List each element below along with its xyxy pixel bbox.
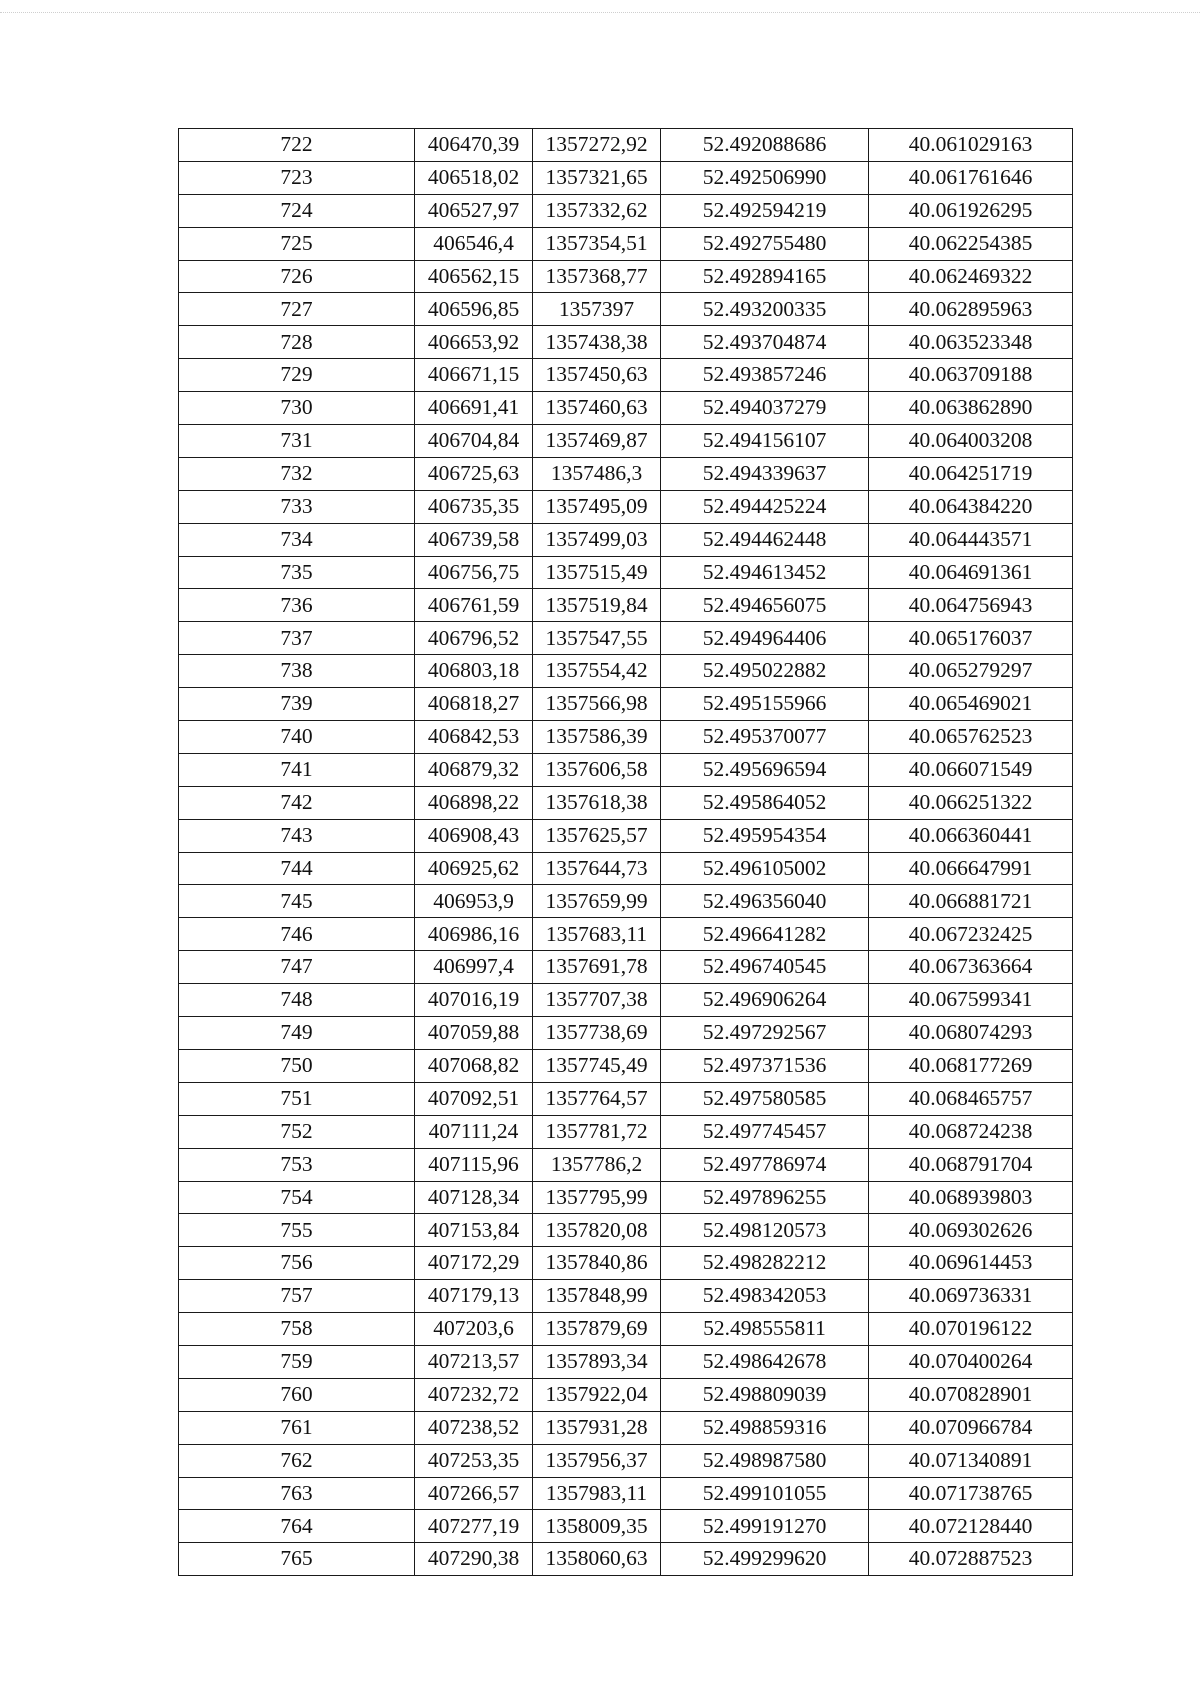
y-coordinate-cell: 1357547,55 (533, 622, 661, 655)
longitude-cell: 40.068465757 (869, 1082, 1073, 1115)
longitude-cell: 40.069614453 (869, 1247, 1073, 1280)
y-coordinate-cell: 1357879,69 (533, 1313, 661, 1346)
point-number-cell: 763 (179, 1477, 415, 1510)
longitude-cell: 40.068724238 (869, 1115, 1073, 1148)
longitude-cell: 40.070196122 (869, 1313, 1073, 1346)
table-row (179, 1345, 1073, 1378)
x-coordinate-cell: 407016,19 (415, 984, 533, 1017)
x-coordinate-cell: 406925,62 (415, 852, 533, 885)
table-row (179, 688, 1073, 721)
longitude-cell: 40.068791704 (869, 1148, 1073, 1181)
longitude-cell: 40.063523348 (869, 326, 1073, 359)
x-coordinate-cell: 407128,34 (415, 1181, 533, 1214)
y-coordinate-cell: 1357332,62 (533, 194, 661, 227)
point-number-cell: 745 (179, 885, 415, 918)
longitude-cell: 40.069736331 (869, 1280, 1073, 1313)
point-number-cell: 760 (179, 1378, 415, 1411)
table-row (179, 786, 1073, 819)
y-coordinate-cell: 1357848,99 (533, 1280, 661, 1313)
longitude-cell: 40.070966784 (869, 1411, 1073, 1444)
y-coordinate-cell: 1357495,09 (533, 490, 661, 523)
latitude-cell: 52.497896255 (661, 1181, 869, 1214)
table-row (179, 951, 1073, 984)
y-coordinate-cell: 1357738,69 (533, 1017, 661, 1050)
latitude-cell: 52.498642678 (661, 1345, 869, 1378)
point-number-cell: 734 (179, 523, 415, 556)
y-coordinate-cell: 1357460,63 (533, 392, 661, 425)
longitude-cell: 40.070828901 (869, 1378, 1073, 1411)
y-coordinate-cell: 1357956,37 (533, 1444, 661, 1477)
point-number-cell: 755 (179, 1214, 415, 1247)
point-number-cell: 735 (179, 556, 415, 589)
y-coordinate-cell: 1357820,08 (533, 1214, 661, 1247)
x-coordinate-cell: 406803,18 (415, 655, 533, 688)
latitude-cell: 52.497580585 (661, 1082, 869, 1115)
latitude-cell: 52.493200335 (661, 293, 869, 326)
table-row (179, 359, 1073, 392)
y-coordinate-cell: 1357586,39 (533, 721, 661, 754)
table-row (179, 227, 1073, 260)
point-number-cell: 739 (179, 688, 415, 721)
x-coordinate-cell: 406653,92 (415, 326, 533, 359)
point-number-cell: 733 (179, 490, 415, 523)
point-number-cell: 736 (179, 589, 415, 622)
point-number-cell: 750 (179, 1049, 415, 1082)
latitude-cell: 52.492088686 (661, 129, 869, 162)
point-number-cell: 758 (179, 1313, 415, 1346)
point-number-cell: 756 (179, 1247, 415, 1280)
x-coordinate-cell: 406908,43 (415, 819, 533, 852)
point-number-cell: 752 (179, 1115, 415, 1148)
latitude-cell: 52.494425224 (661, 490, 869, 523)
latitude-cell: 52.495864052 (661, 786, 869, 819)
table-row (179, 457, 1073, 490)
point-number-cell: 738 (179, 655, 415, 688)
latitude-cell: 52.494656075 (661, 589, 869, 622)
y-coordinate-cell: 1357659,99 (533, 885, 661, 918)
longitude-cell: 40.068177269 (869, 1049, 1073, 1082)
latitude-cell: 52.495696594 (661, 753, 869, 786)
latitude-cell: 52.498809039 (661, 1378, 869, 1411)
y-coordinate-cell: 1357786,2 (533, 1148, 661, 1181)
y-coordinate-cell: 1357354,51 (533, 227, 661, 260)
x-coordinate-cell: 407068,82 (415, 1049, 533, 1082)
longitude-cell: 40.065762523 (869, 721, 1073, 754)
latitude-cell: 52.497371536 (661, 1049, 869, 1082)
longitude-cell: 40.066071549 (869, 753, 1073, 786)
longitude-cell: 40.070400264 (869, 1345, 1073, 1378)
x-coordinate-cell: 407111,24 (415, 1115, 533, 1148)
table-row (179, 1477, 1073, 1510)
x-coordinate-cell: 406725,63 (415, 457, 533, 490)
longitude-cell: 40.068939803 (869, 1181, 1073, 1214)
longitude-cell: 40.061926295 (869, 194, 1073, 227)
latitude-cell: 52.494339637 (661, 457, 869, 490)
x-coordinate-cell: 406986,16 (415, 918, 533, 951)
y-coordinate-cell: 1357499,03 (533, 523, 661, 556)
latitude-cell: 52.493857246 (661, 359, 869, 392)
longitude-cell: 40.064384220 (869, 490, 1073, 523)
y-coordinate-cell: 1357683,11 (533, 918, 661, 951)
table-row (179, 655, 1073, 688)
point-number-cell: 757 (179, 1280, 415, 1313)
point-number-cell: 729 (179, 359, 415, 392)
x-coordinate-cell: 406546,4 (415, 227, 533, 260)
latitude-cell: 52.495022882 (661, 655, 869, 688)
table-row (179, 885, 1073, 918)
point-number-cell: 724 (179, 194, 415, 227)
longitude-cell: 40.066647991 (869, 852, 1073, 885)
x-coordinate-cell: 406527,97 (415, 194, 533, 227)
table-row (179, 753, 1073, 786)
x-coordinate-cell: 407232,72 (415, 1378, 533, 1411)
latitude-cell: 52.494964406 (661, 622, 869, 655)
y-coordinate-cell: 1357707,38 (533, 984, 661, 1017)
table-row (179, 161, 1073, 194)
x-coordinate-cell: 407277,19 (415, 1510, 533, 1543)
y-coordinate-cell: 1357983,11 (533, 1477, 661, 1510)
table-row (179, 1082, 1073, 1115)
table-row (179, 523, 1073, 556)
x-coordinate-cell: 406518,02 (415, 161, 533, 194)
table-row (179, 1313, 1073, 1346)
y-coordinate-cell: 1357566,98 (533, 688, 661, 721)
y-coordinate-cell: 1357515,49 (533, 556, 661, 589)
x-coordinate-cell: 407266,57 (415, 1477, 533, 1510)
x-coordinate-cell: 406756,75 (415, 556, 533, 589)
longitude-cell: 40.066881721 (869, 885, 1073, 918)
x-coordinate-cell: 406796,52 (415, 622, 533, 655)
y-coordinate-cell: 1357618,38 (533, 786, 661, 819)
table-row (179, 852, 1073, 885)
y-coordinate-cell: 1357840,86 (533, 1247, 661, 1280)
y-coordinate-cell: 1357644,73 (533, 852, 661, 885)
table-row (179, 1247, 1073, 1280)
table-row (179, 293, 1073, 326)
longitude-cell: 40.066360441 (869, 819, 1073, 852)
y-coordinate-cell: 1357625,57 (533, 819, 661, 852)
x-coordinate-cell: 407290,38 (415, 1543, 533, 1576)
y-coordinate-cell: 1357764,57 (533, 1082, 661, 1115)
longitude-cell: 40.071738765 (869, 1477, 1073, 1510)
y-coordinate-cell: 1357893,34 (533, 1345, 661, 1378)
y-coordinate-cell: 1357321,65 (533, 161, 661, 194)
longitude-cell: 40.065279297 (869, 655, 1073, 688)
point-number-cell: 764 (179, 1510, 415, 1543)
x-coordinate-cell: 407115,96 (415, 1148, 533, 1181)
longitude-cell: 40.064003208 (869, 425, 1073, 458)
latitude-cell: 52.495155966 (661, 688, 869, 721)
table-row (179, 1115, 1073, 1148)
longitude-cell: 40.067363664 (869, 951, 1073, 984)
point-number-cell: 740 (179, 721, 415, 754)
point-number-cell: 762 (179, 1444, 415, 1477)
y-coordinate-cell: 1357931,28 (533, 1411, 661, 1444)
y-coordinate-cell: 1357486,3 (533, 457, 661, 490)
latitude-cell: 52.499191270 (661, 1510, 869, 1543)
latitude-cell: 52.496740545 (661, 951, 869, 984)
latitude-cell: 52.497292567 (661, 1017, 869, 1050)
y-coordinate-cell: 1358009,35 (533, 1510, 661, 1543)
point-number-cell: 725 (179, 227, 415, 260)
longitude-cell: 40.062254385 (869, 227, 1073, 260)
x-coordinate-cell: 406953,9 (415, 885, 533, 918)
table-row (179, 1444, 1073, 1477)
table-row (179, 1280, 1073, 1313)
latitude-cell: 52.496906264 (661, 984, 869, 1017)
latitude-cell: 52.495954354 (661, 819, 869, 852)
y-coordinate-cell: 1357519,84 (533, 589, 661, 622)
longitude-cell: 40.064691361 (869, 556, 1073, 589)
coordinates-table (178, 128, 1073, 1576)
point-number-cell: 747 (179, 951, 415, 984)
table-row (179, 194, 1073, 227)
longitude-cell: 40.062895963 (869, 293, 1073, 326)
y-coordinate-cell: 1357606,58 (533, 753, 661, 786)
longitude-cell: 40.067232425 (869, 918, 1073, 951)
point-number-cell: 731 (179, 425, 415, 458)
longitude-cell: 40.069302626 (869, 1214, 1073, 1247)
y-coordinate-cell: 1357368,77 (533, 260, 661, 293)
point-number-cell: 726 (179, 260, 415, 293)
table-row (179, 1411, 1073, 1444)
point-number-cell: 765 (179, 1543, 415, 1576)
longitude-cell: 40.071340891 (869, 1444, 1073, 1477)
x-coordinate-cell: 407253,35 (415, 1444, 533, 1477)
y-coordinate-cell: 1357745,49 (533, 1049, 661, 1082)
x-coordinate-cell: 406704,84 (415, 425, 533, 458)
table-row (179, 490, 1073, 523)
latitude-cell: 52.496105002 (661, 852, 869, 885)
x-coordinate-cell: 406596,85 (415, 293, 533, 326)
table-row (179, 392, 1073, 425)
point-number-cell: 741 (179, 753, 415, 786)
longitude-cell: 40.063862890 (869, 392, 1073, 425)
x-coordinate-cell: 407153,84 (415, 1214, 533, 1247)
y-coordinate-cell: 1357922,04 (533, 1378, 661, 1411)
point-number-cell: 746 (179, 918, 415, 951)
x-coordinate-cell: 407213,57 (415, 1345, 533, 1378)
latitude-cell: 52.498342053 (661, 1280, 869, 1313)
x-coordinate-cell: 407238,52 (415, 1411, 533, 1444)
latitude-cell: 52.498120573 (661, 1214, 869, 1247)
x-coordinate-cell: 406997,4 (415, 951, 533, 984)
table-row (179, 556, 1073, 589)
x-coordinate-cell: 406761,59 (415, 589, 533, 622)
table-row (179, 984, 1073, 1017)
y-coordinate-cell: 1358060,63 (533, 1543, 661, 1576)
document-page (178, 128, 1072, 1576)
latitude-cell: 52.492894165 (661, 260, 869, 293)
table-row (179, 1181, 1073, 1214)
point-number-cell: 722 (179, 129, 415, 162)
latitude-cell: 52.492755480 (661, 227, 869, 260)
longitude-cell: 40.065469021 (869, 688, 1073, 721)
point-number-cell: 751 (179, 1082, 415, 1115)
latitude-cell: 52.497745457 (661, 1115, 869, 1148)
latitude-cell: 52.494037279 (661, 392, 869, 425)
table-row (179, 1148, 1073, 1181)
table-row (179, 425, 1073, 458)
y-coordinate-cell: 1357781,72 (533, 1115, 661, 1148)
x-coordinate-cell: 406739,58 (415, 523, 533, 556)
latitude-cell: 52.494156107 (661, 425, 869, 458)
point-number-cell: 742 (179, 786, 415, 819)
latitude-cell: 52.497786974 (661, 1148, 869, 1181)
y-coordinate-cell: 1357795,99 (533, 1181, 661, 1214)
longitude-cell: 40.065176037 (869, 622, 1073, 655)
x-coordinate-cell: 407092,51 (415, 1082, 533, 1115)
latitude-cell: 52.498282212 (661, 1247, 869, 1280)
x-coordinate-cell: 406470,39 (415, 129, 533, 162)
latitude-cell: 52.499299620 (661, 1543, 869, 1576)
latitude-cell: 52.493704874 (661, 326, 869, 359)
y-coordinate-cell: 1357469,87 (533, 425, 661, 458)
y-coordinate-cell: 1357272,92 (533, 129, 661, 162)
longitude-cell: 40.061029163 (869, 129, 1073, 162)
table-row (179, 1510, 1073, 1543)
latitude-cell: 52.498555811 (661, 1313, 869, 1346)
point-number-cell: 732 (179, 457, 415, 490)
table-row (179, 622, 1073, 655)
table-row (179, 1049, 1073, 1082)
x-coordinate-cell: 406879,32 (415, 753, 533, 786)
point-number-cell: 737 (179, 622, 415, 655)
table-row (179, 1378, 1073, 1411)
longitude-cell: 40.072128440 (869, 1510, 1073, 1543)
latitude-cell: 52.494462448 (661, 523, 869, 556)
latitude-cell: 52.495370077 (661, 721, 869, 754)
x-coordinate-cell: 406898,22 (415, 786, 533, 819)
latitude-cell: 52.496356040 (661, 885, 869, 918)
y-coordinate-cell: 1357438,38 (533, 326, 661, 359)
point-number-cell: 743 (179, 819, 415, 852)
table-row (179, 326, 1073, 359)
table-row (179, 918, 1073, 951)
latitude-cell: 52.499101055 (661, 1477, 869, 1510)
point-number-cell: 749 (179, 1017, 415, 1050)
point-number-cell: 761 (179, 1411, 415, 1444)
point-number-cell: 759 (179, 1345, 415, 1378)
y-coordinate-cell: 1357691,78 (533, 951, 661, 984)
longitude-cell: 40.067599341 (869, 984, 1073, 1017)
table-row (179, 1017, 1073, 1050)
coordinates-table-body (179, 129, 1073, 1576)
y-coordinate-cell: 1357554,42 (533, 655, 661, 688)
latitude-cell: 52.496641282 (661, 918, 869, 951)
table-row (179, 721, 1073, 754)
longitude-cell: 40.066251322 (869, 786, 1073, 819)
longitude-cell: 40.062469322 (869, 260, 1073, 293)
longitude-cell: 40.063709188 (869, 359, 1073, 392)
table-row (179, 260, 1073, 293)
x-coordinate-cell: 406818,27 (415, 688, 533, 721)
table-row (179, 1543, 1073, 1576)
x-coordinate-cell: 407203,6 (415, 1313, 533, 1346)
y-coordinate-cell: 1357450,63 (533, 359, 661, 392)
x-coordinate-cell: 406562,15 (415, 260, 533, 293)
latitude-cell: 52.492506990 (661, 161, 869, 194)
longitude-cell: 40.061761646 (869, 161, 1073, 194)
x-coordinate-cell: 406691,41 (415, 392, 533, 425)
longitude-cell: 40.068074293 (869, 1017, 1073, 1050)
x-coordinate-cell: 406735,35 (415, 490, 533, 523)
point-number-cell: 748 (179, 984, 415, 1017)
x-coordinate-cell: 406842,53 (415, 721, 533, 754)
table-row (179, 819, 1073, 852)
latitude-cell: 52.492594219 (661, 194, 869, 227)
latitude-cell: 52.498987580 (661, 1444, 869, 1477)
y-coordinate-cell: 1357397 (533, 293, 661, 326)
table-row (179, 589, 1073, 622)
point-number-cell: 730 (179, 392, 415, 425)
longitude-cell: 40.064756943 (869, 589, 1073, 622)
point-number-cell: 754 (179, 1181, 415, 1214)
latitude-cell: 52.498859316 (661, 1411, 869, 1444)
longitude-cell: 40.072887523 (869, 1543, 1073, 1576)
longitude-cell: 40.064251719 (869, 457, 1073, 490)
point-number-cell: 753 (179, 1148, 415, 1181)
x-coordinate-cell: 407172,29 (415, 1247, 533, 1280)
x-coordinate-cell: 407179,13 (415, 1280, 533, 1313)
point-number-cell: 728 (179, 326, 415, 359)
point-number-cell: 727 (179, 293, 415, 326)
point-number-cell: 744 (179, 852, 415, 885)
x-coordinate-cell: 407059,88 (415, 1017, 533, 1050)
scan-edge-line (0, 12, 1200, 13)
x-coordinate-cell: 406671,15 (415, 359, 533, 392)
latitude-cell: 52.494613452 (661, 556, 869, 589)
point-number-cell: 723 (179, 161, 415, 194)
longitude-cell: 40.064443571 (869, 523, 1073, 556)
table-row (179, 129, 1073, 162)
table-row (179, 1214, 1073, 1247)
